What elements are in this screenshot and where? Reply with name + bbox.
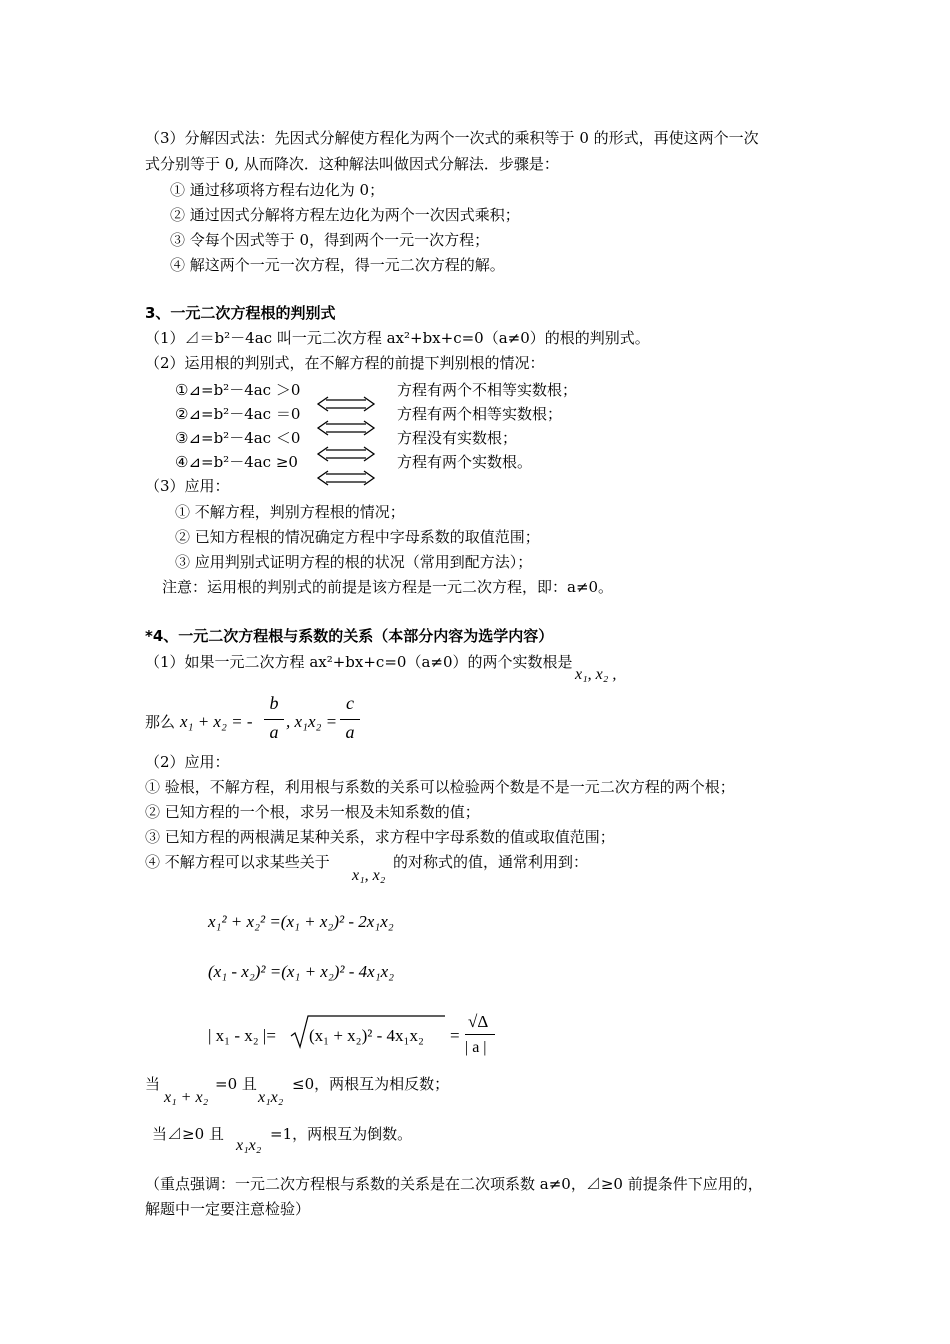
emphasis-2: 解题中一定要注意检验） (145, 1200, 311, 1218)
formula-sum-squares: x₁² + x₂² =(x₁ + x₂)² - 2x₁x₂ (208, 912, 394, 931)
formula-eq: = (450, 1026, 460, 1045)
case-cond-1: ①⊿=b²－4ac ＞0 (175, 381, 301, 399)
sec4-app-1: ① 验根，不解方程，利用根与系数的关系可以检验两个数是不是一元二次方程的两个根； (145, 778, 735, 796)
cond2-post: =1，两根互为倒数。 (270, 1125, 413, 1143)
double-arrow-icon (316, 396, 376, 412)
double-arrow-icon (316, 470, 376, 486)
s3-para-1: （3）分解因式法：先因式分解使方程化为两个一次式的乘积等于 0 的形式，再使这两个一次 (145, 129, 759, 147)
sec3-app-title: （3）应用： (145, 477, 230, 495)
double-arrow-icon (316, 420, 376, 436)
emphasis-1: （重点强调：一元二次方程根与系数的关系是在二次项系数 a≠0，⊿≥0 前提条件下应用的， (145, 1175, 763, 1193)
formula-abs-a: | a | (465, 1039, 487, 1056)
fraction-bar (264, 719, 284, 720)
cond2-prod: x₁x₂ (236, 1137, 262, 1154)
formula-abs-left: | x₁ - x₂ |= (208, 1026, 276, 1045)
s3-para-2: 式分别等于 0, 从而降次．这种解法叫做因式分解法．步骤是： (145, 155, 559, 173)
sec4-app-2: ② 已知方程的一个根，求另一根及未知系数的值； (145, 803, 480, 821)
s3-step-4: ④ 解这两个一元一次方程，得一元二次方程的解。 (170, 256, 505, 274)
case-cond-2: ②⊿=b²－4ac ＝0 (175, 405, 301, 423)
case-result-2: 方程有两个相等实数根； (397, 405, 563, 423)
double-arrow-icon (316, 446, 376, 462)
cond1-post: ≤0，两根互为相反数； (292, 1075, 450, 1093)
case-result-3: 方程没有实数根； (397, 429, 518, 447)
sec3-app-1: ① 不解方程，判别方程根的情况； (175, 503, 405, 521)
cond2-pre: 当⊿≥0 且 (152, 1125, 224, 1143)
sec3-def: （1）⊿＝b²－4ac 叫一元二次方程 ax²+bx+c=0（a≠0）的根的判别式。 (145, 329, 650, 347)
sec4-app-4-pre: ④ 不解方程可以求某些关于 (145, 853, 330, 871)
vieta-prod: , x₁x₂ = (286, 712, 338, 731)
cond1-pre: 当 (145, 1075, 161, 1093)
sec4-title: *4、一元二次方程根与系数的关系（本部分内容为选学内容） (145, 627, 554, 645)
vieta-c: c (346, 693, 354, 713)
case-result-1: 方程有两个不相等实数根； (397, 381, 578, 399)
case-result-4: 方程有两个实数根。 (397, 453, 533, 471)
cond1-sum: x₁ + x₂ (164, 1089, 209, 1106)
formula-diff-square: (x₁ - x₂)² =(x₁ + x₂)² - 4x₁x₂ (208, 962, 395, 981)
sec4-app-4-post: 的对称式的值，通常利用到： (393, 853, 589, 871)
sec4-then: 那么 (145, 713, 176, 731)
s3-step-2: ② 通过因式分解将方程左边化为两个一次因式乘积； (170, 206, 520, 224)
s3-step-1: ① 通过移项将方程右边化为 0； (170, 181, 385, 199)
sec4-app-3: ③ 已知方程的两根满足某种关系，求方程中字母系数的值或取值范围； (145, 828, 615, 846)
sec4-app-title: （2）应用： (145, 753, 230, 771)
sec3-app-3: ③ 应用判别式证明方程的根的状况（常用到配方法）； (175, 553, 533, 571)
cond1-mid: =0 且 (215, 1075, 257, 1093)
sec4-p1: （1）如果一元二次方程 ax²+bx+c=0（a≠0）的两个实数根是 (145, 653, 573, 671)
fraction-bar (465, 1034, 495, 1035)
vieta-b: b (269, 693, 279, 713)
formula-sqrt-delta: √Δ (468, 1012, 489, 1031)
sec3-app-2: ② 已知方程根的情况确定方程中字母系数的取值范围； (175, 528, 540, 546)
vieta-a: a (269, 722, 279, 742)
fraction-bar (340, 719, 360, 720)
case-cond-4: ④⊿=b²－4ac ≥0 (175, 453, 298, 471)
sec3-title: 3、一元二次方程根的判别式 (145, 304, 336, 322)
sec3-use-intro: （2）运用根的判别式，在不解方程的前提下判别根的情况： (145, 354, 545, 372)
cond1-prod: x₁x₂ (258, 1089, 284, 1106)
formula-radicand: (x₁ + x₂)² - 4x₁x₂ (309, 1026, 424, 1045)
case-cond-3: ③⊿=b²－4ac ＜0 (175, 429, 301, 447)
sec4-roots: x₁, x₂ , (575, 666, 617, 683)
s3-step-3: ③ 令每个因式等于 0，得到两个一元一次方程； (170, 231, 490, 249)
sec3-note: 注意：运用根的判别式的前提是该方程是一元二次方程，即：a≠0。 (162, 578, 614, 596)
vieta-a2: a (345, 722, 355, 742)
sec4-app-4-var: x₁, x₂ (352, 867, 386, 884)
vieta-sum: x₁ + x₂ = - (180, 712, 253, 731)
